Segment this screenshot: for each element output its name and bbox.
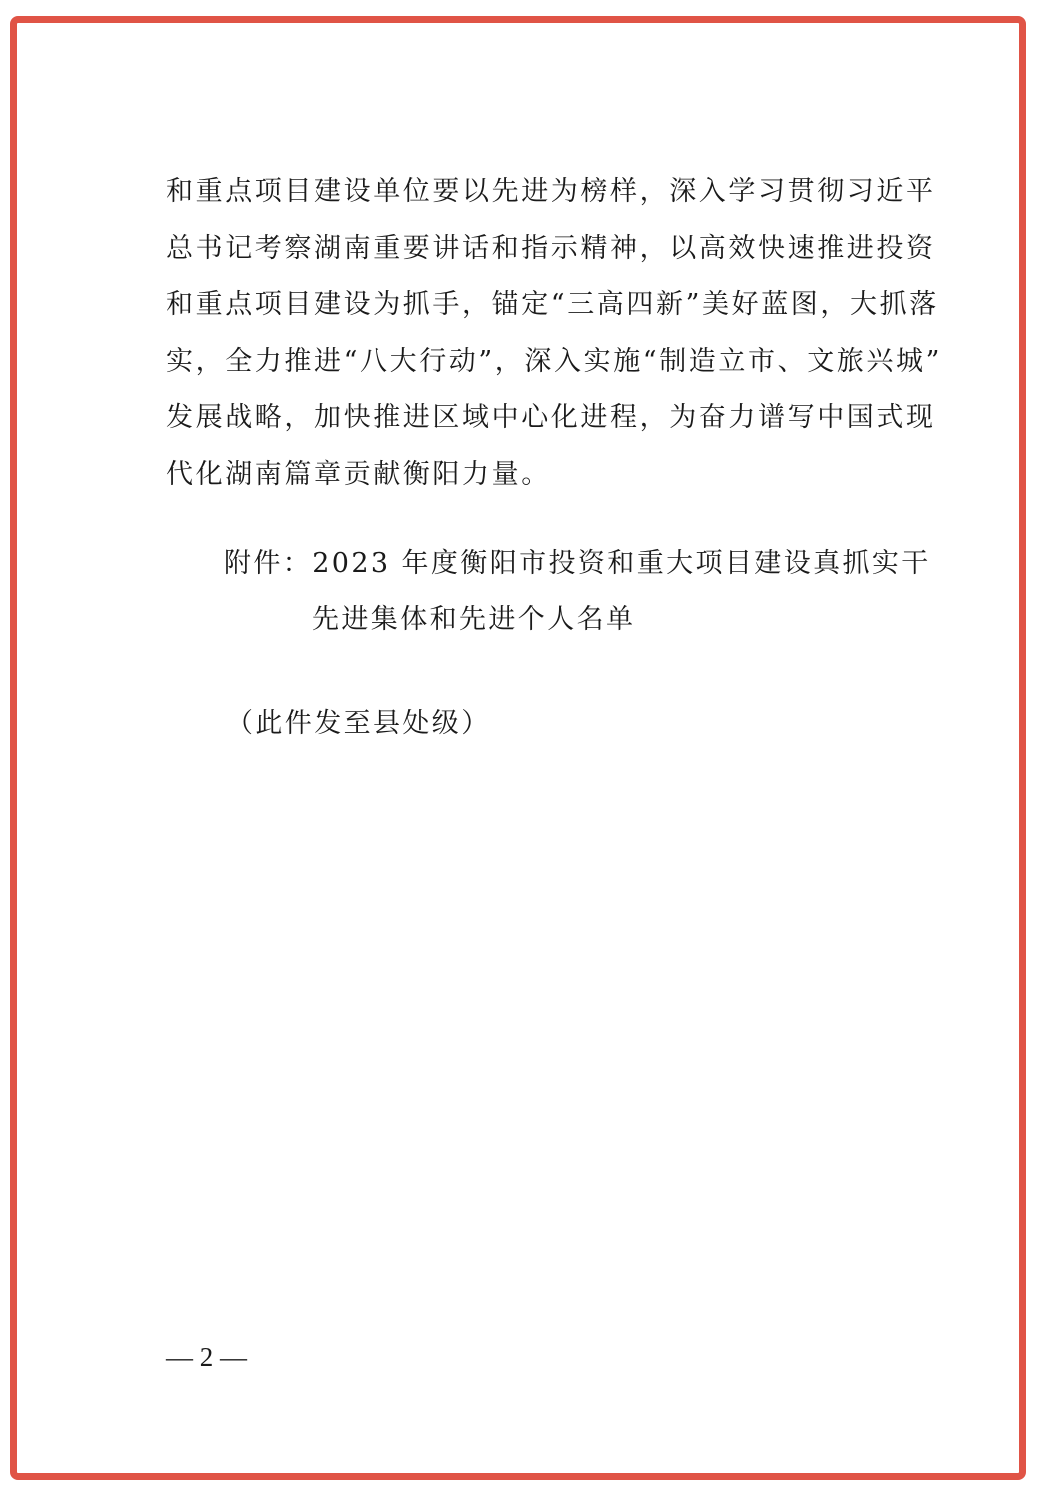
page-number: — 2 — — [166, 1342, 247, 1372]
body-paragraph — [166, 164, 943, 503]
paragraph-line: 和重点项目建设为抓手，锚定“三高四新”美好蓝图，大抓落 — [166, 289, 939, 320]
attachment-note — [224, 536, 931, 648]
attachment-line-2: 先进集体和先进个人名单 — [312, 604, 636, 635]
attachment-line-1: 附件：2023 年度衡阳市投资和重大项目建设真抓实干 — [224, 548, 931, 579]
paragraph-line: 总书记考察湖南重要讲话和指示精神，以高效快速推进投资 — [166, 232, 936, 264]
paragraph-line: 代化湖南篇章贡献衡阳力量。 — [166, 458, 551, 490]
paragraph-line: 和重点项目建设单位要以先进为榜样，深入学习贯彻习近平 — [166, 176, 936, 207]
paragraph-line: 发展战略，加快推进区域中心化进程，为奋力谱写中国式现 — [166, 402, 936, 433]
distribution-note: （此件发至县处级） — [226, 708, 491, 739]
paragraph-line: 实，全力推进“八大行动”，深入实施“制造立市、文旅兴城” — [166, 345, 943, 377]
